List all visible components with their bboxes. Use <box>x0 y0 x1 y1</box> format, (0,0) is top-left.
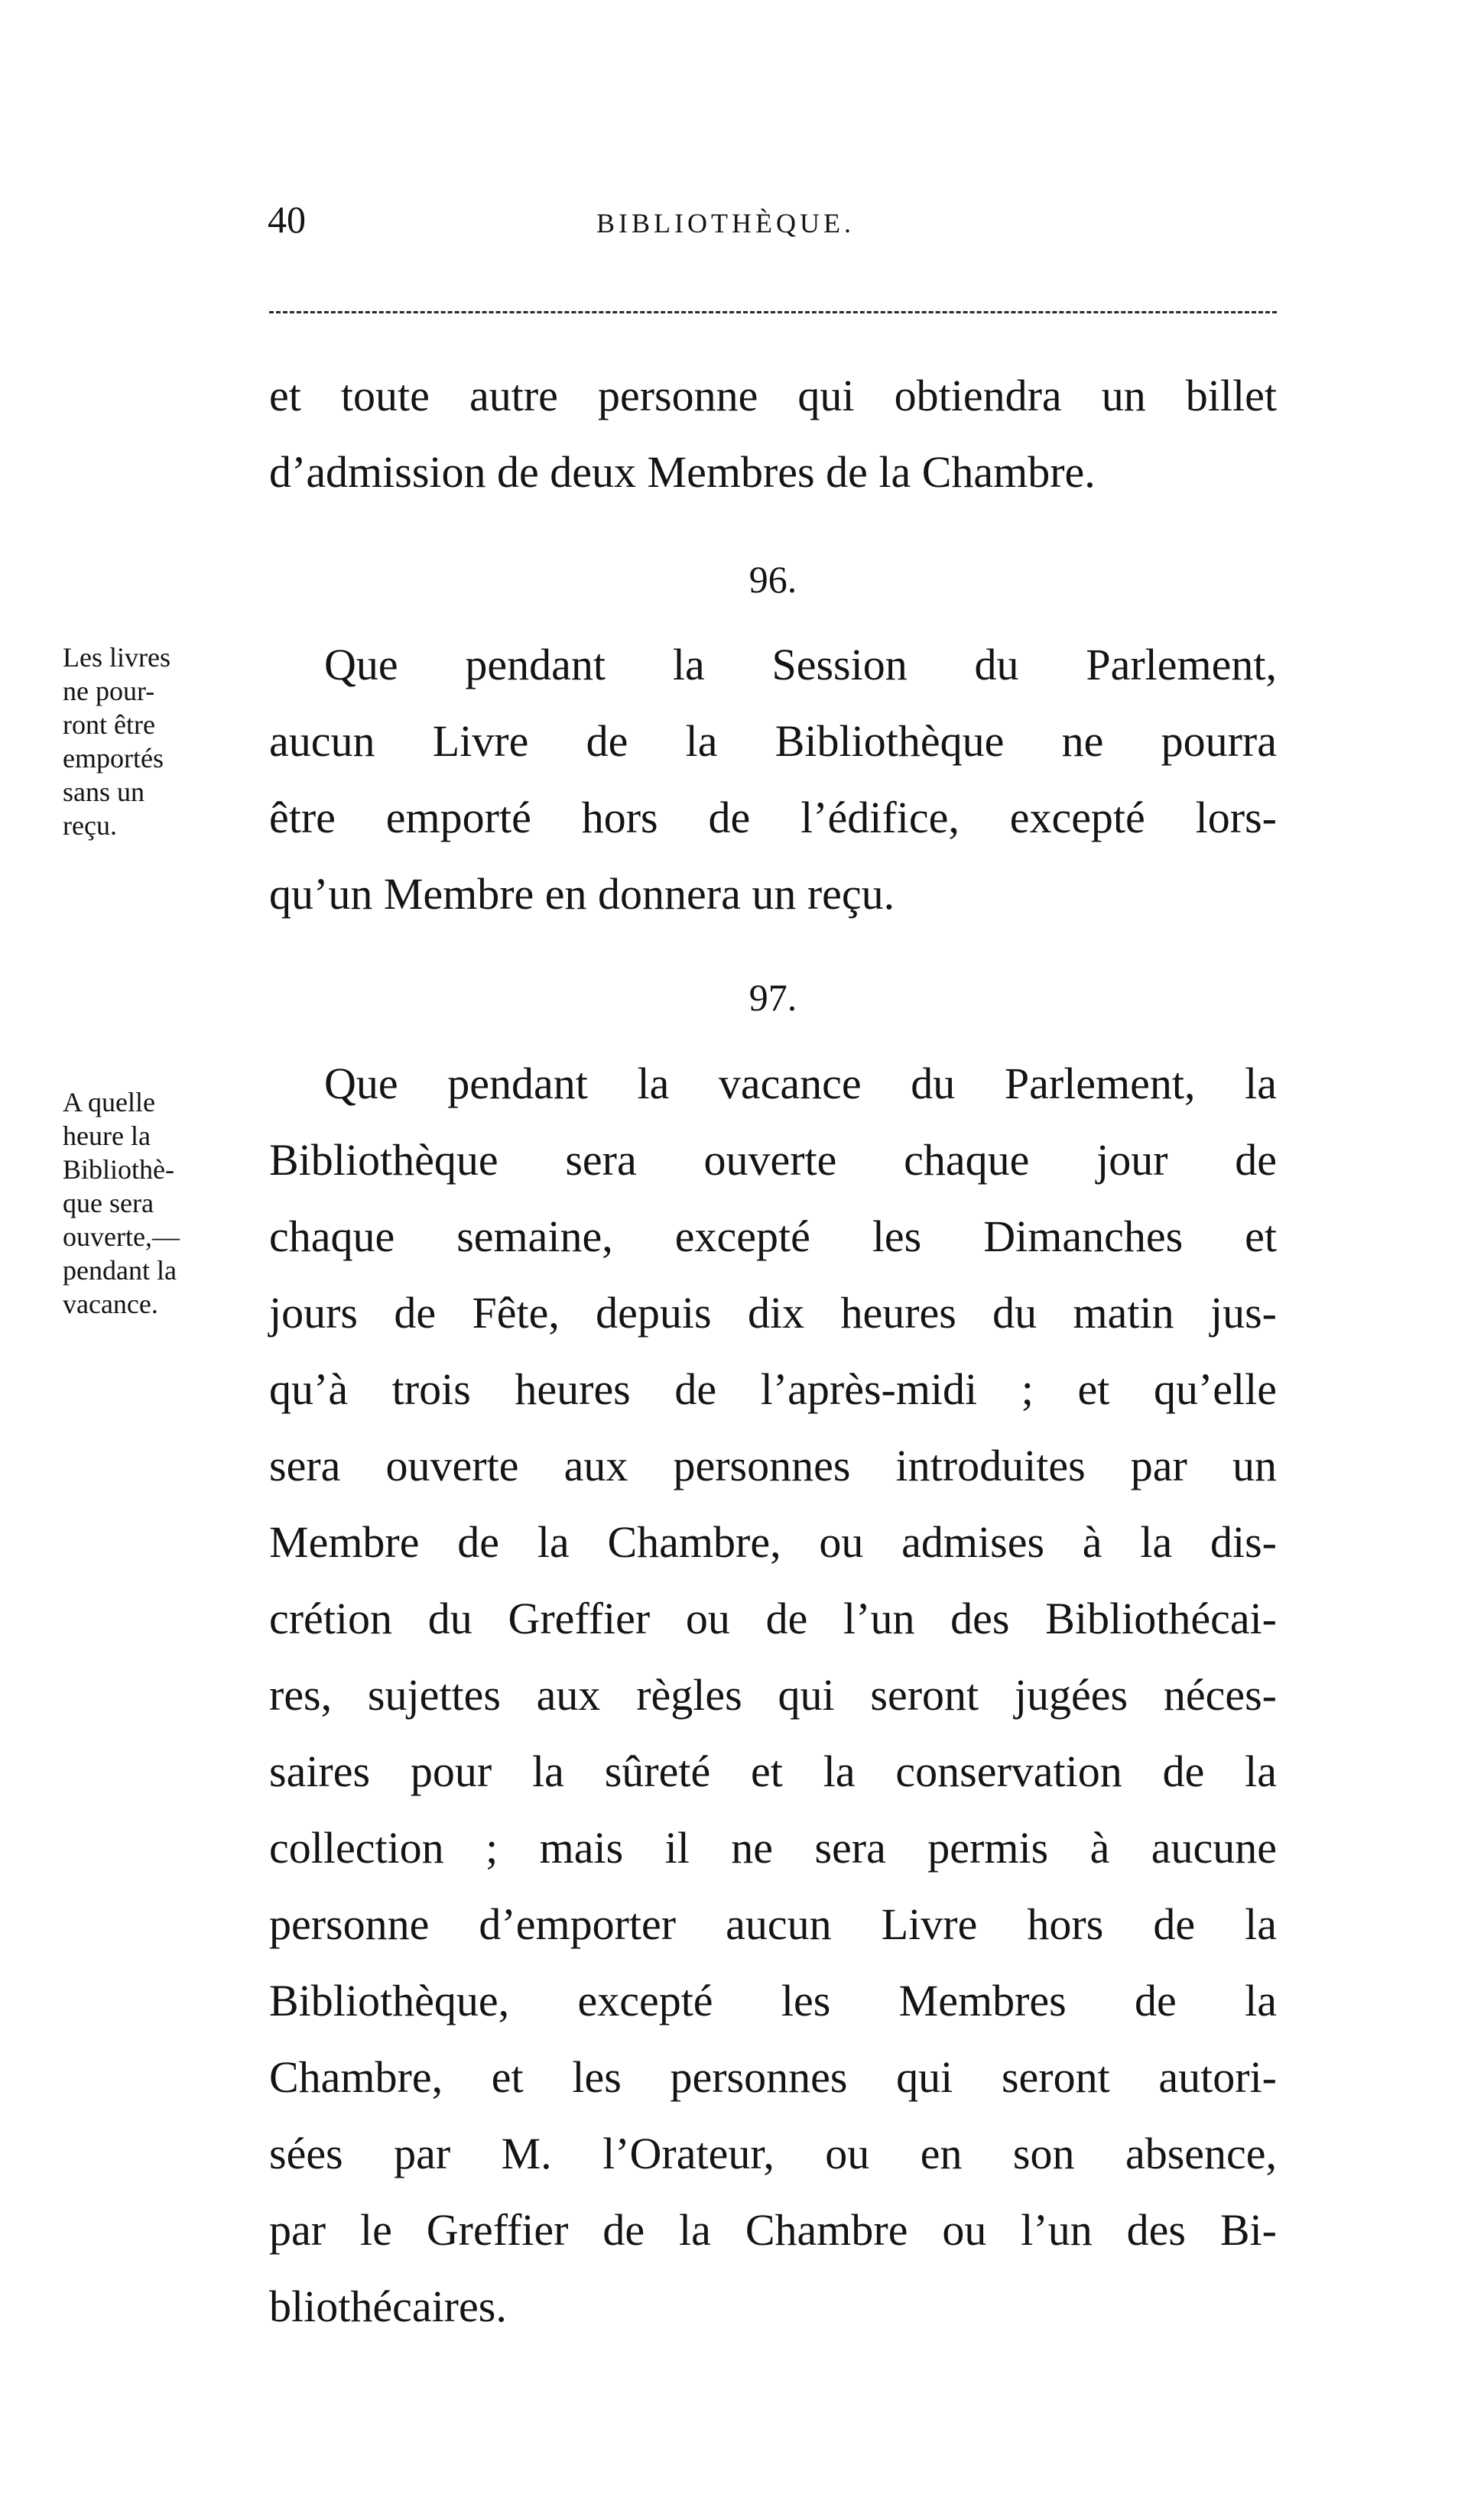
paragraph-line: Que pendant la vacance du Parlement, la <box>324 1059 1277 1108</box>
paragraph-line: sera ouverte aux personnes introduites par un <box>269 1441 1277 1490</box>
paragraph-line: jours de Fête, depuis dix heures du matin jus- <box>269 1288 1277 1338</box>
paragraph-line: aucun Livre de la Bibliothèque ne pourra <box>269 716 1277 766</box>
page-number: 40 <box>268 198 306 241</box>
paragraph-line: personne d’emporter aucun Livre hors de la <box>269 1899 1277 1949</box>
paragraph-line: par le Greffier de la Chambre ou l’un des Bi- <box>269 2205 1277 2255</box>
article-96-paragraph <box>269 627 1277 932</box>
margin-note-line: Bibliothè- <box>63 1154 174 1185</box>
margin-note-line: A quelle <box>63 1087 155 1117</box>
margin-note-line: pendant la <box>63 1255 177 1286</box>
margin-note-line: emportés <box>63 743 164 774</box>
paragraph-line: d’admission de deux Membres de la Chambre. <box>269 447 1096 497</box>
paragraph-line: chaque semaine, excepté les Dimanches et <box>269 1211 1277 1261</box>
paragraph-line: Bibliothèque, excepté les Membres de la <box>269 1976 1277 2025</box>
paragraph-line: Membre de la Chambre, ou admises à la dis- <box>269 1517 1277 1567</box>
paragraph-line: Que pendant la Session du Parlement, <box>324 640 1277 689</box>
margin-note-line: ne pour- <box>63 676 155 706</box>
running-head: BIBLIOTHÈQUE. <box>596 208 855 238</box>
article-number-97: 97. <box>748 976 797 1019</box>
paragraph-line: crétion du Greffier ou de l’un des Bibliothécai- <box>269 1594 1277 1643</box>
paragraph-line: Bibliothèque sera ouverte chaque jour de <box>269 1135 1277 1185</box>
paragraph-line: collection ; mais il ne sera permis à aucune <box>269 1823 1277 1873</box>
margin-note-line: reçu. <box>63 810 117 841</box>
article-97-paragraph <box>269 1046 1277 2345</box>
paragraph-line: Chambre, et les personnes qui seront autori- <box>269 2052 1277 2102</box>
margin-note-line: ront être <box>63 709 155 740</box>
margin-note-line: ouverte,— <box>63 1221 180 1252</box>
paragraph-line: saires pour la sûreté et la conservation de la <box>269 1746 1277 1796</box>
paragraph-line: bliothécaires. <box>269 2282 507 2331</box>
margin-note-line: que sera <box>63 1188 154 1218</box>
margin-note-line: sans un <box>63 777 145 807</box>
margin-note-line: heure la <box>63 1121 151 1151</box>
paragraph-line: et toute autre personne qui obtiendra un billet <box>269 371 1277 420</box>
paragraph-line: qu’un Membre en donnera un reçu. <box>269 869 895 919</box>
margin-note-article-97 <box>63 1085 269 1321</box>
paragraph-line: être emporté hors de l’édifice, excepté lors- <box>269 793 1277 842</box>
margin-note-line: vacance. <box>63 1289 158 1319</box>
header-rule <box>269 311 1277 313</box>
paragraph-line: qu’à trois heures de l’après-midi ; et qu’elle <box>269 1364 1277 1414</box>
margin-note-article-96 <box>63 641 269 842</box>
article-number-96: 96. <box>748 558 797 601</box>
continuation-paragraph <box>269 358 1277 511</box>
margin-note-line: Les livres <box>63 642 170 673</box>
paragraph-line: sées par M. l’Orateur, ou en son absence, <box>269 2129 1277 2178</box>
paragraph-line: res, sujettes aux règles qui seront jugées néces- <box>269 1670 1277 1720</box>
